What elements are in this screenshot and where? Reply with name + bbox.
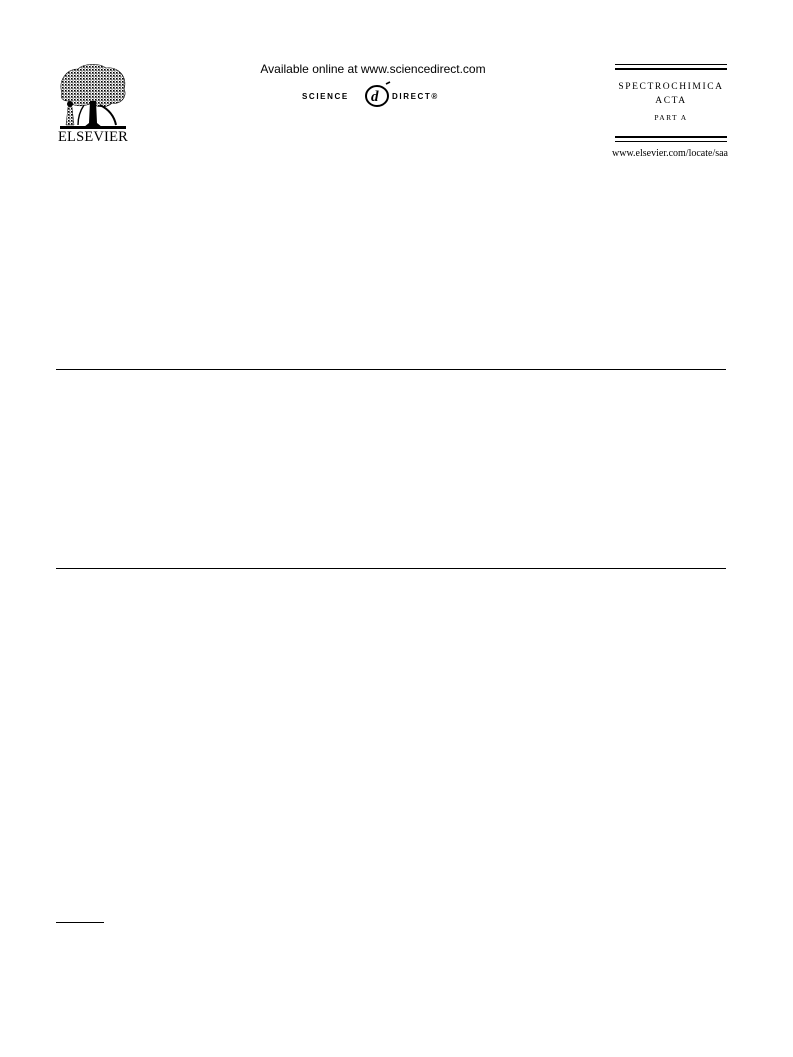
sciencedirect-science-word: SCIENCE xyxy=(302,92,349,101)
abstract-bottom-divider xyxy=(56,568,726,569)
available-online-text: Available online at www.sciencedirect.com xyxy=(260,62,486,76)
elsevier-tree-icon xyxy=(56,63,130,131)
svg-text:d: d xyxy=(371,89,379,105)
masthead-rule-top-1 xyxy=(615,64,727,65)
sciencedirect-direct-word: DIRECT® xyxy=(392,92,439,101)
masthead-rule-bottom-1 xyxy=(615,136,727,138)
masthead-rule-bottom-2 xyxy=(615,141,727,142)
masthead-rule-top-2 xyxy=(615,68,727,70)
sciencedirect-logo xyxy=(300,80,446,110)
journal-title-line2: ACTA xyxy=(655,96,687,106)
journal-title-line3: PART A xyxy=(654,113,688,122)
journal-title-line1: SPECTROCHIMICA xyxy=(618,82,724,92)
journal-url-link[interactable]: www.elsevier.com/locate/saa xyxy=(612,148,728,159)
footnote-divider xyxy=(56,922,104,923)
sciencedirect-at-icon xyxy=(366,82,390,106)
publisher-name: ELSEVIER xyxy=(57,129,129,145)
abstract-top-divider xyxy=(56,369,726,370)
